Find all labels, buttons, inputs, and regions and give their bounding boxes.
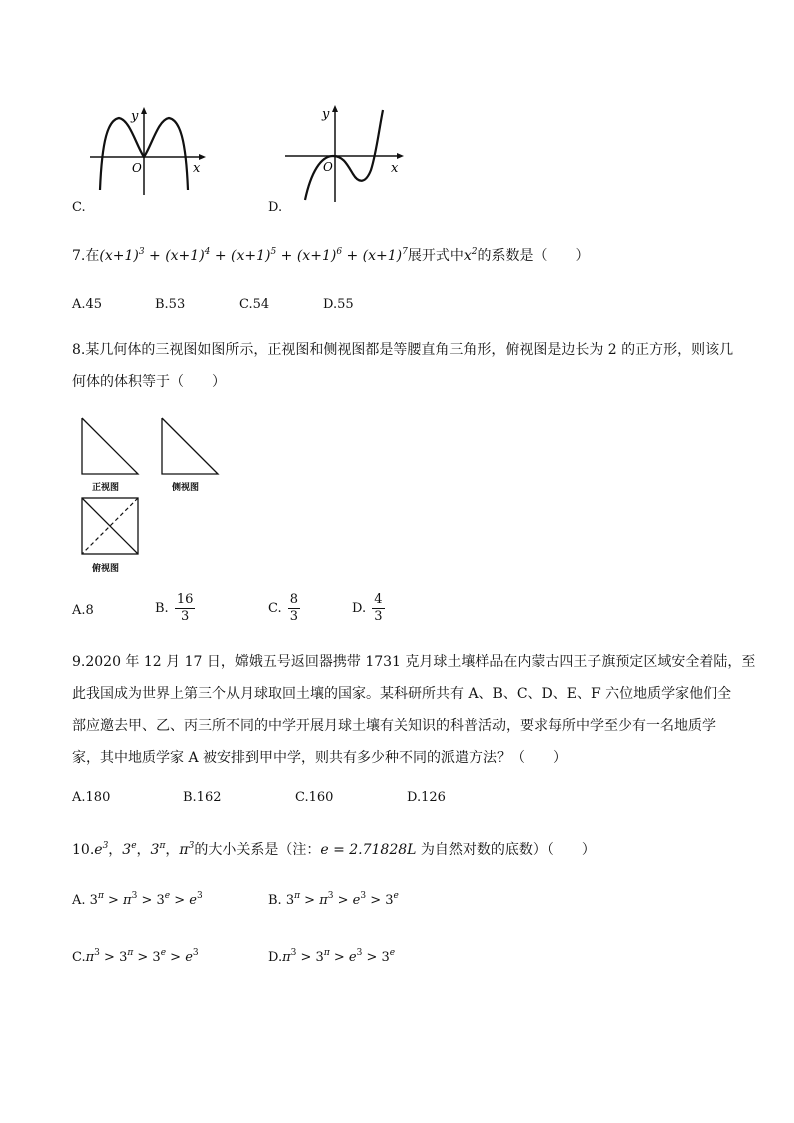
- graph-d-x-label: x: [391, 161, 399, 176]
- q7-option-a: A.45: [72, 297, 103, 312]
- q8-option-d-fraction: [372, 592, 384, 625]
- q10-stem-mid: 的大小关系是（注：: [194, 842, 321, 858]
- q9-option-d: D.126: [407, 790, 446, 805]
- q8-d-denominator: 3: [374, 609, 383, 624]
- q7-expression: $(x+1)^3 + (x+1)^4 + (x+1)^5 + (x+1)^6 + (x+1)^7$: [99, 247, 408, 264]
- q9-line1: 9.2020 年 12 月 17 日，嫦娥五号返回器携带 1731 克月球土壤样品在内蒙古四王子旗预定区域安全着陆，至: [72, 654, 756, 670]
- q10-option-a-label: A. 3: [72, 893, 98, 908]
- q8-option-b-fraction: [175, 592, 196, 625]
- graph-c-origin-label: O: [132, 161, 142, 175]
- q10-prefix: 10.: [72, 842, 95, 858]
- q8-option-b: [155, 592, 195, 625]
- q7-term: $x^2$: [463, 247, 478, 264]
- graph-d-x-arrow: [397, 153, 404, 159]
- front-view: [82, 418, 138, 474]
- q10-e-value: e = 2.71828L: [320, 842, 417, 858]
- q7-option-d: D.55: [323, 297, 354, 312]
- q8-option-d-label: D.: [352, 601, 367, 616]
- q7-option-b: B.53: [155, 297, 186, 312]
- question-9-stem: [72, 646, 756, 774]
- graph-d-y-arrow: [332, 105, 338, 112]
- q10-option-b-label: B. 3: [268, 893, 295, 908]
- caption-front-view: 正视图: [92, 483, 120, 493]
- graph-c-y-label: y: [131, 109, 139, 124]
- q10-option-a: A. $3^\pi > \pi^3 > 3^e > e^3$: [72, 891, 203, 908]
- graph-d-y-label: y: [322, 107, 330, 122]
- q10-terms: $e^3$: [94, 841, 109, 858]
- option-d-label: D.: [268, 200, 283, 215]
- q10-stem-end: 为自然对数的底数）（ ）: [420, 842, 596, 858]
- q9-line3: 部应邀去甲、乙、丙三所不同的中学开展月球土壤有关知识的科普活动，要求每所中学至少有一名地质学: [72, 718, 716, 734]
- graph-c-x-label: x: [193, 161, 201, 176]
- caption-side-view: 侧视图: [172, 483, 200, 493]
- side-view: [162, 418, 218, 474]
- q8-option-c-fraction: [288, 592, 300, 625]
- graph-c: [88, 100, 208, 200]
- q8-b-denominator: 3: [180, 609, 190, 624]
- question-8-stem: [72, 334, 732, 398]
- q7-suffix2: 的系数是（ ）: [477, 248, 590, 264]
- q8-line2: 何体的体积等于（ ）: [72, 374, 226, 390]
- caption-top-view: 俯视图: [92, 564, 120, 574]
- q8-option-c-label: C.: [268, 601, 282, 616]
- option-c-label: C.: [72, 200, 86, 215]
- q7-prefix: 7.在: [72, 248, 100, 264]
- graph-c-svg: [88, 100, 208, 200]
- q10-option-b: B. $3^\pi > \pi^3 > e^3 > 3^e$: [268, 891, 399, 908]
- q8-c-denominator: 3: [289, 609, 299, 624]
- q9-option-b: B.162: [183, 790, 222, 805]
- q8-b-numerator: 16: [176, 592, 194, 607]
- q8-d-numerator: 4: [374, 592, 383, 607]
- graph-d-origin-label: O: [323, 160, 333, 174]
- q10-option-c: $C.\pi^3 > 3^\pi > 3^e > e^3$: [72, 948, 199, 965]
- graph-c-y-arrow: [141, 107, 147, 114]
- three-view-figure: [80, 416, 230, 581]
- graph-d-curve: [305, 110, 383, 200]
- q8-line1: 8.某几何体的三视图如图所示，正视图和侧视图都是等腰直角三角形，俯视图是边长为 2 的正方形，则该几: [72, 342, 734, 358]
- q8-option-c: [268, 592, 300, 625]
- q8-c-numerator: 8: [289, 592, 299, 607]
- graph-c-x-arrow: [199, 154, 206, 160]
- top-view: [82, 498, 138, 554]
- q9-line2: 此我国成为世界上第三个从月球取回土壤的国家。某科研所共有 A、B、C、D、E、F 六位地质学家他们全: [72, 686, 732, 702]
- q9-option-a: A.180: [72, 790, 111, 805]
- question-10-stem: $10.e^3$，3e，$3^\pi$，$\pi^3$的大小关系是（注：e = 2.71828L 为自然对数的底数）（ ）: [72, 841, 596, 858]
- question-7-stem: [72, 240, 732, 272]
- graph-d: [283, 100, 408, 205]
- q9-option-c: C.160: [295, 790, 334, 805]
- three-view-svg: [80, 416, 230, 581]
- q10-option-c-label: C.: [72, 950, 86, 965]
- q10-option-d-label: D.: [268, 950, 283, 965]
- q10-option-d: $D.\pi^3 > 3^\pi > e^3 > 3^e$: [268, 948, 396, 965]
- q8-option-d: [352, 592, 385, 625]
- q9-line4: 家，其中地质学家 A 被安排到甲中学，则共有多少种不同的派遣方法？（ ）: [72, 750, 568, 766]
- q7-suffix: 展开式中: [407, 248, 464, 264]
- q7-option-c: C.54: [239, 297, 270, 312]
- q8-option-b-label: B.: [155, 601, 169, 616]
- graph-d-svg: [283, 100, 408, 205]
- q8-option-a: A.8: [72, 603, 94, 618]
